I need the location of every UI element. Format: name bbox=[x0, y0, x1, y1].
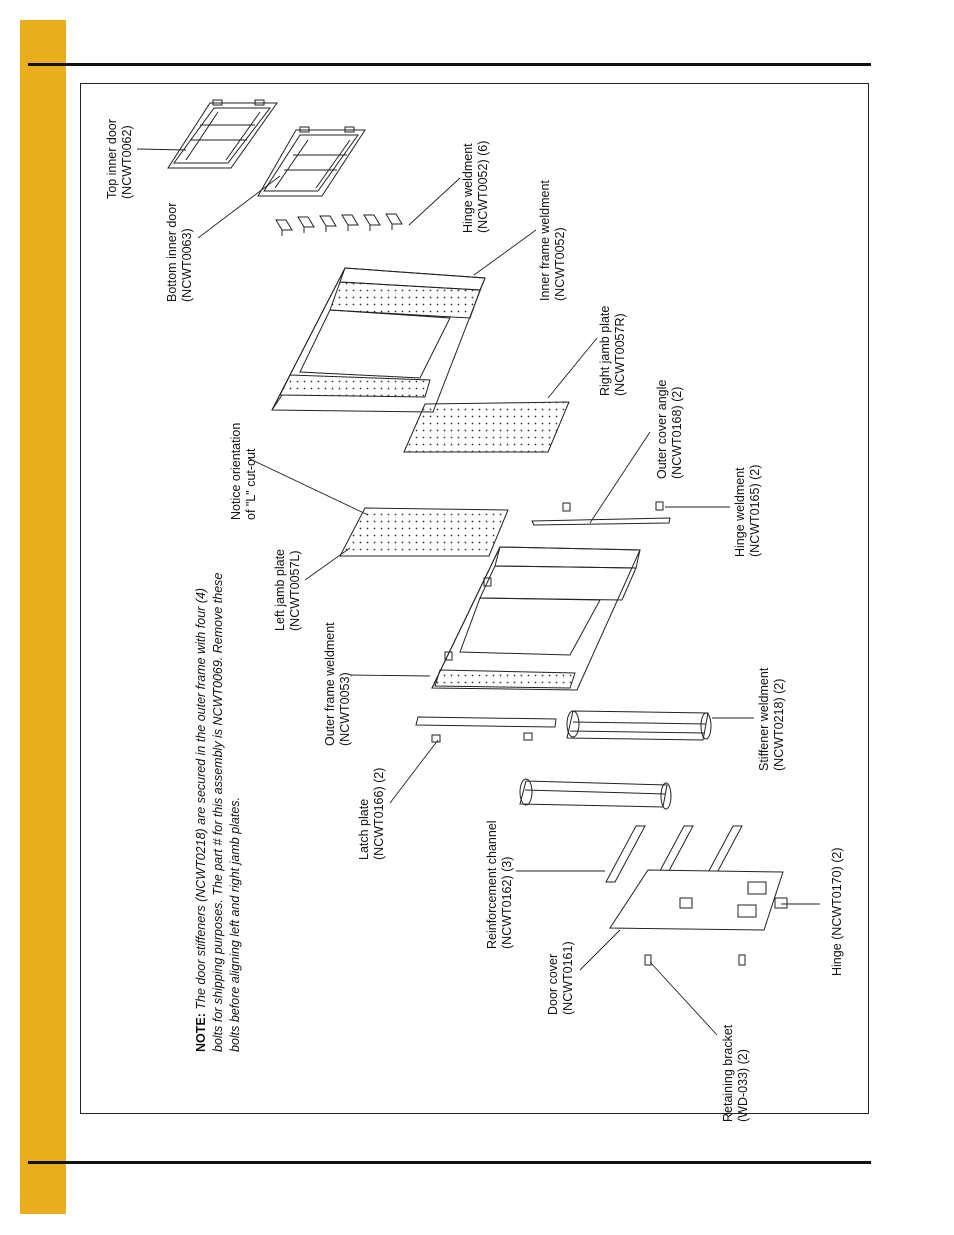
callout-part: (NCWT0052) (6) bbox=[476, 140, 490, 233]
callout-part: (NCWT0053) bbox=[338, 672, 352, 746]
shipping-note bbox=[193, 562, 244, 1052]
callout-left-jamb-plate bbox=[273, 549, 303, 631]
callout-hinge-weldment-two bbox=[733, 465, 763, 557]
callout-bottom-inner-door bbox=[165, 203, 195, 302]
callout-retaining-bracket bbox=[721, 1025, 751, 1122]
outer-cover-angle-drawing bbox=[532, 502, 670, 525]
callout-name: Left jamb plate bbox=[273, 549, 287, 631]
callout-name: Hinge weldment bbox=[733, 467, 747, 557]
callout-hinge-ncwt0170 bbox=[830, 847, 845, 976]
callout-outer-frame-weldment bbox=[323, 622, 353, 746]
callout-name: Outer cover angle bbox=[655, 379, 669, 479]
callout-part: (NCWT0218) (2) bbox=[772, 678, 786, 771]
callout-name: Reinforcement channel bbox=[485, 820, 499, 949]
callout-name: Top inner door bbox=[105, 119, 119, 199]
callout-stiffener-weldment bbox=[757, 668, 787, 771]
callout-name: Stiffener weldment bbox=[757, 667, 771, 771]
callout-name: Latch plate bbox=[357, 798, 371, 860]
callout-name: Retaining bracket bbox=[721, 1024, 735, 1122]
top-inner-door-drawing bbox=[168, 100, 277, 168]
callout-name: Right jamb plate bbox=[598, 305, 612, 396]
callout-part: (NCWT0062) bbox=[120, 125, 134, 199]
callout-part: of "L" cut-out bbox=[244, 448, 258, 520]
outer-frame-weldment-drawing bbox=[432, 547, 640, 690]
callout-part: (NCWT0165) (2) bbox=[748, 464, 762, 557]
door-cover-drawing bbox=[610, 870, 787, 930]
note-text: The door stiffeners (NCWT0218) are secured in the outer frame with four (4) bolts for shipping purposes. The part # for this assembly is NCWT0069. Remove these bolts before aligning left and right jamb plates. bbox=[194, 572, 242, 1052]
retaining-brackets-drawing bbox=[645, 955, 745, 965]
callout-latch-plate bbox=[357, 768, 387, 860]
callout-part: (NCWT0168) (2) bbox=[670, 386, 684, 479]
stiffener-weldment-drawing bbox=[567, 711, 711, 740]
callout-name: Inner frame weldment bbox=[538, 180, 552, 301]
callout-part: (NCWT0057R) bbox=[613, 313, 627, 396]
callout-right-jamb-plate bbox=[598, 306, 628, 396]
note-label: NOTE: bbox=[194, 1013, 208, 1052]
callout-outer-cover-angle bbox=[655, 380, 685, 479]
latch-plate-drawing bbox=[416, 717, 556, 742]
callout-part: (WD-033) (2) bbox=[736, 1049, 750, 1122]
callout-part: (NCWT0057L) bbox=[288, 550, 302, 631]
callout-inner-frame-weldment bbox=[538, 180, 568, 301]
callout-name: Bottom inner door bbox=[165, 202, 179, 302]
callout-notice-orientation bbox=[229, 423, 259, 520]
callout-name: Door cover bbox=[546, 953, 560, 1015]
callout-name: Hinge weldment bbox=[461, 143, 475, 233]
callout-part: (NCWT0052) bbox=[553, 227, 567, 301]
callout-part: (NCWT0162) (3) bbox=[500, 856, 514, 949]
callout-part: (NCWT0063) bbox=[180, 228, 194, 302]
left-jamb-plate-drawing bbox=[340, 508, 508, 556]
callout-hinge-weldment-six bbox=[461, 141, 491, 233]
callout-reinforcement-channel bbox=[485, 820, 515, 949]
hinge-weldments-six bbox=[276, 214, 402, 236]
callout-name: Outer frame weldment bbox=[323, 622, 337, 746]
stiffener-weldment-2-drawing bbox=[520, 779, 671, 809]
callout-door-cover bbox=[546, 941, 576, 1015]
inner-frame-weldment-drawing bbox=[272, 268, 485, 412]
callout-top-inner-door bbox=[105, 119, 135, 199]
bottom-inner-door-drawing bbox=[258, 127, 365, 196]
callout-part: (NCWT0161) bbox=[561, 941, 575, 1015]
callout-name: Notice orientation bbox=[229, 422, 243, 520]
callout-part: (NCWT0166) (2) bbox=[372, 767, 386, 860]
right-jamb-plate-drawing bbox=[404, 402, 569, 452]
callout-name: Hinge (NCWT0170) (2) bbox=[830, 847, 844, 976]
